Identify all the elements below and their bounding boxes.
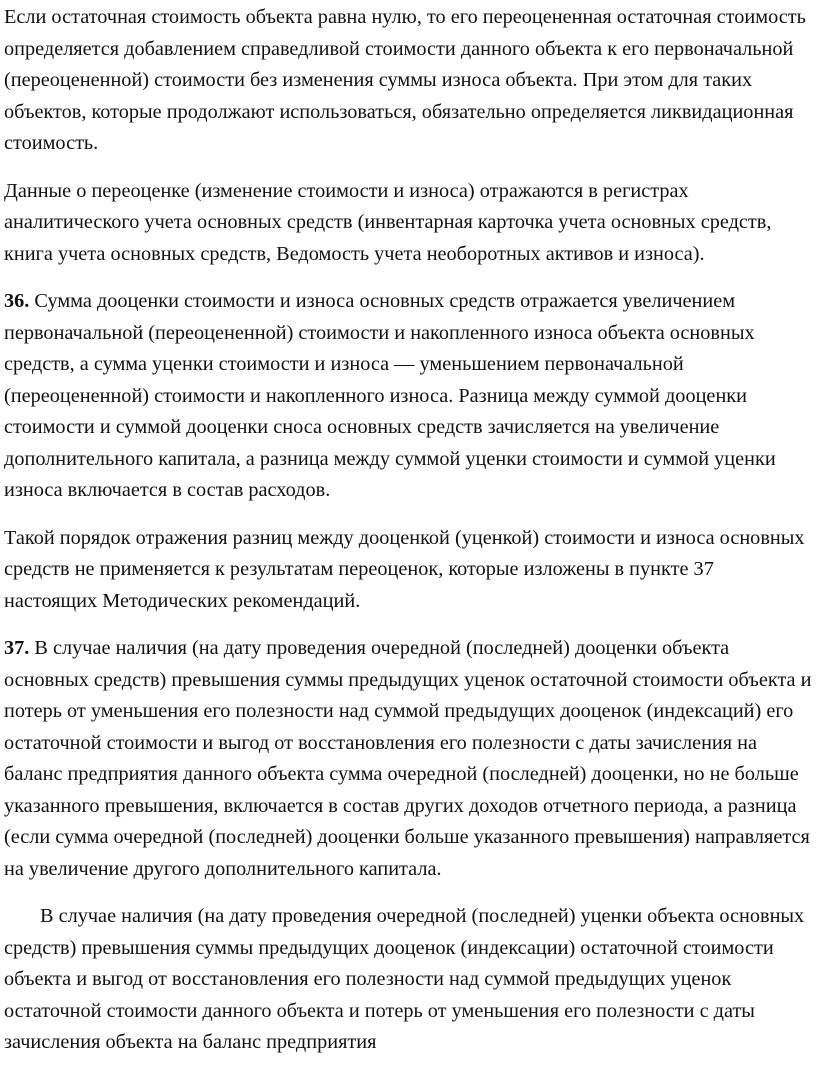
paragraph-number: 36. [4, 290, 30, 312]
paragraph-zero-residual-value [4, 2, 812, 160]
paragraph-number: 37. [4, 637, 30, 659]
paragraph-text: В случае наличия (на дату проведения очередной (последней) дооценки объекта основных средств) превышения суммы предыдущих уценок остаточной стоимости объекта и потерь от уменьшения его полезности над суммой предыдущих дооценок (индексаций) его остаточной стоимости и выгод от восстановления его полезности с даты зачисления на баланс предприятия данного объекта сумма очередной (последней) дооценки, но не больше указанного превышения, включается в состав других доходов отчетного периода, а разница (если сумма очередной (последней) дооценки больше указанного превышения) направляется на увеличение другого дополнительного капитала. [4, 637, 812, 880]
paragraph-devaluation-case [4, 901, 812, 1059]
paragraph-revaluation-registers [4, 176, 812, 271]
paragraph-36 [4, 286, 812, 507]
paragraph-text: Такой порядок отражения разниц между дооценкой (уценкой) стоимости и износа основных средств не применяется к результатам переоценок, которые изложены в пункте 37 настоящих Методических рекомендаций. [4, 526, 805, 612]
paragraph-text: Данные о переоценке (изменение стоимости и износа) отражаются в регистрах аналитического учета основных средств (инвентарная карточка учета основных средств, книга учета основных средств, Ведомость учета необоротных активов и износа). [4, 179, 772, 265]
paragraph-text: Если остаточная стоимость объекта равна нулю, то его переоцененная остаточная стоимость определяется добавлением справедливой стоимости данного объекта к его первоначальной (переоцененной) стоимости без изменения суммы износа объекта. При этом для таких объектов, которые продолжают использоваться, обязательно определяется ликвидационная стоимость. [4, 6, 806, 154]
paragraph-text: Сумма дооценки стоимости и износа основных средств отражается увеличением первоначальной (переоцененной) стоимости и накопленного износа объекта основных средств, а сумма уценки стоимости и износа — уменьшением первоначальной (переоцененной) стоимости и накопленного износа. Разница между суммой дооценки стоимости и суммой дооценки сноса основных средств зачисляется на увеличение дополнительного капитала, а разница между суммой уценки стоимости и суммой уценки износа включается в состав расходов. [4, 290, 776, 501]
paragraph-differences-order [4, 523, 812, 618]
paragraph-text: В случае наличия (на дату проведения очередной (последней) уценки объекта основных средств) превышения суммы предыдущих дооценок (индексации) остаточной стоимости объекта и выгод от восстановления его полезности над суммой предыдущих уценок остаточной стоимости данного объекта и потерь от уменьшения его полезности с даты зачисления объекта на баланс предприятия [4, 905, 805, 1053]
paragraph-37 [4, 633, 812, 885]
